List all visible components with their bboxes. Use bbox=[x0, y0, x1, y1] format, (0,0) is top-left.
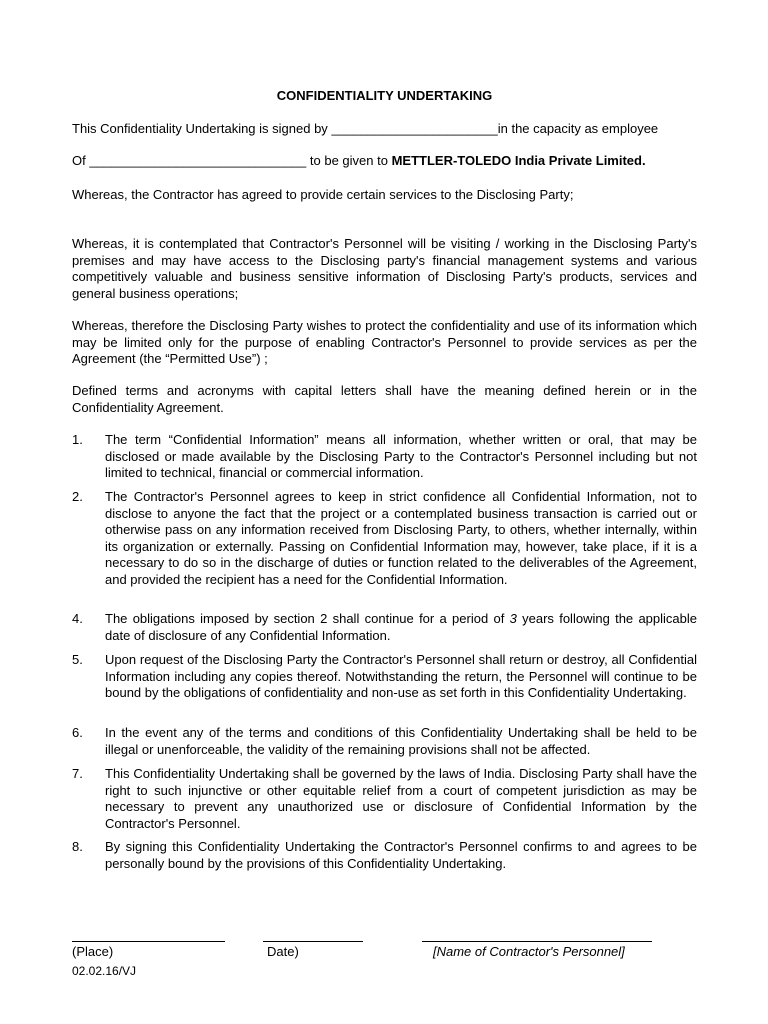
list-item-text: Upon request of the Disclosing Party the Contractor's Personnel shall return or destroy, all Confidential Information including any copies thereof. Notwithstanding the return, the Personnel will continue to be bound by the obligations of confidentiality and non-use as set forth in this Confidentiality Undertaking. bbox=[105, 652, 697, 701]
document-title: CONFIDENTIALITY UNDERTAKING bbox=[276, 88, 493, 103]
of-line bbox=[72, 153, 697, 170]
date-signature-line bbox=[263, 941, 363, 942]
date-label: Date) bbox=[267, 944, 299, 959]
document-reference-code: 02.02.16/VJ bbox=[72, 964, 137, 978]
signed-by-prefix: This Confidentiality Undertaking is signed by bbox=[72, 121, 328, 136]
list-item-text: The Contractor's Personnel agrees to keep in strict confidence all Confidential Information, not to disclose to anyone the fact that the project or a contemplated business transaction is carried out or otherwise pass on any information received from Disclosing Party, to others, whether internally, within its organization or externally. Passing on Confidential Information may, however, take place, if it is a necessary to do so in the discharge of duties or function related to the deliverables of the Agreement, and provided the recipient has a need for the Confidential Information. bbox=[105, 489, 697, 587]
of-blank: ______________________________ bbox=[89, 153, 307, 168]
list-item-text: In the event any of the terms and conditions of this Confidentiality Undertaking shall be held to be illegal or unenforceable, the validity of the remaining provisions shall not be affected. bbox=[105, 725, 697, 757]
place-signature-line bbox=[72, 941, 225, 942]
paragraph-contemplated: Whereas, it is contemplated that Contractor's Personnel will be visiting / working in the Disclosing Party's premises and may have access to the Disclosing party's financial management systems and various competitively valuable and business sensitive information of Disclosing Party's products, services and general business operations; bbox=[72, 236, 697, 301]
period-years-value: 3 bbox=[509, 611, 517, 626]
list-item-text: This Confidentiality Undertaking shall be governed by the laws of India. Disclosing Party shall have the right to such injunctive or other equitable relief from a court of competent jurisdiction as may be necessary to prevent any unauthorized use or disclosure of Confidential Information by the Contractor's Personnel. bbox=[105, 766, 697, 831]
paragraph-protect: Whereas, therefore the Disclosing Party wishes to protect the confidentiality and use of its information which may be limited only for the purpose of enabling Contractor's Personnel to provide services as per the Agreement (the “Permitted Use”) ; bbox=[72, 318, 697, 367]
place-label: (Place) bbox=[72, 944, 114, 959]
list-item-number: 1. bbox=[72, 432, 83, 447]
list-item-number: 2. bbox=[72, 489, 83, 504]
signed-by-blank: _______________________ bbox=[331, 121, 498, 136]
of-prefix: Of bbox=[72, 153, 86, 168]
list-item-number: 6. bbox=[72, 725, 83, 740]
contractor-name-label: [Name of Contractor's Personnel] bbox=[433, 944, 625, 959]
paragraph-defined-terms: Defined terms and acronyms with capital letters shall have the meaning defined herein or in the Confidentiality Agreement. bbox=[72, 383, 697, 415]
list-item-text: By signing this Confidentiality Undertaking the Contractor's Personnel confirms to and agrees to be personally bound by the provisions of this Confidentiality Undertaking. bbox=[105, 839, 697, 871]
paragraph-contractor: Whereas, the Contractor has agreed to provide certain services to the Disclosing Party; bbox=[72, 187, 574, 202]
of-middle: to be given to bbox=[309, 153, 388, 168]
list-item-number: 4. bbox=[72, 611, 83, 626]
signed-by-line bbox=[72, 121, 697, 138]
list-item-text: The obligations imposed by section 2 shall continue for a period of 3 years following the applicable date of disclosure of any Confidential Information. bbox=[105, 611, 697, 643]
list-item-number: 7. bbox=[72, 766, 83, 781]
signed-by-suffix: in the capacity as employee bbox=[497, 121, 659, 136]
company-name: METTLER-TOLEDO India Private Limited. bbox=[391, 153, 646, 168]
list-item-number: 8. bbox=[72, 839, 83, 854]
list-item-number: 5. bbox=[72, 652, 83, 667]
list-item-text: The term “Confidential Information” means all information, whether written or oral, that may be disclosed or made available by the Disclosing Party to the Contractor's Personnel including but not limited to technical, financial or commercial information. bbox=[105, 432, 697, 481]
name-signature-line bbox=[422, 941, 652, 942]
